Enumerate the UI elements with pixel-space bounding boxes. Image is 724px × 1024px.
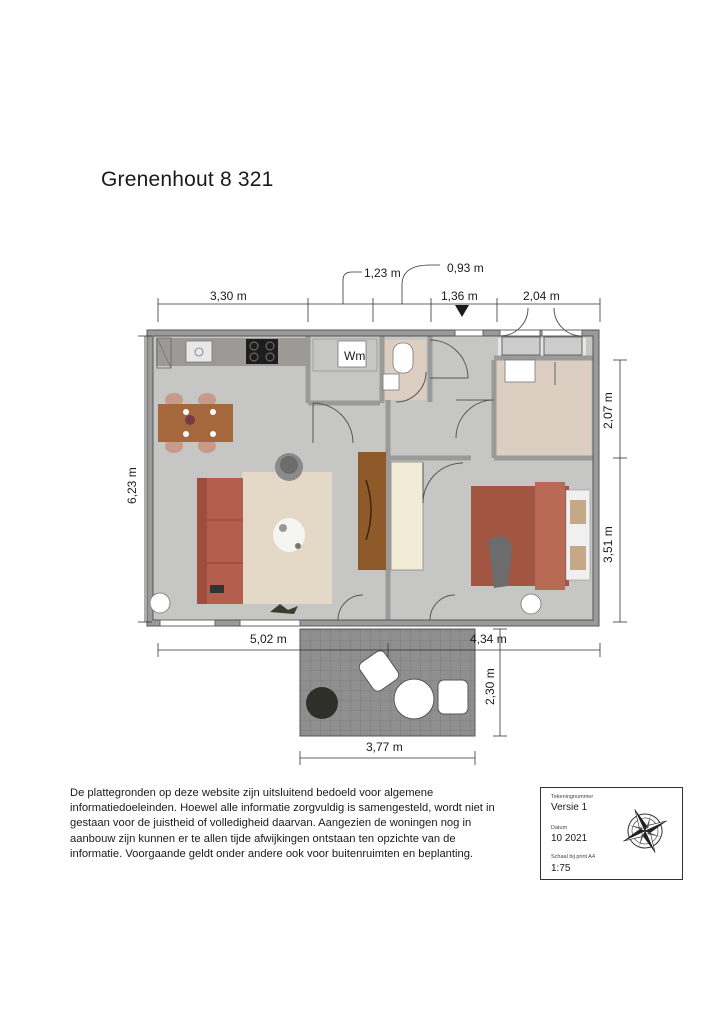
tv-unit (358, 452, 386, 570)
dim-bottom-right: 4,34 m (470, 632, 507, 646)
date-value: 10 2021 (551, 833, 588, 844)
dim-top-right: 2,04 m (523, 289, 560, 303)
washbasin-icon (383, 374, 399, 390)
cooktop-icon (246, 339, 278, 364)
dim-top-callout-1: 1,23 m (364, 266, 401, 280)
dim-bottom-left: 5,02 m (250, 632, 287, 646)
dim-left-height: 6,23 m (125, 467, 139, 504)
toilet-icon (393, 343, 413, 373)
kitchen-counter (156, 338, 308, 366)
dim-top-left: 3,30 m (210, 289, 247, 303)
bedside-lamp-icon (521, 594, 541, 614)
dim-balcony-depth: 2,30 m (483, 668, 497, 705)
entrance-marker-icon (455, 305, 469, 317)
balcony (300, 629, 475, 736)
balcony-table-icon (394, 679, 434, 719)
dim-balcony-width: 3,77 m (366, 740, 403, 754)
bath-sink-icon (505, 360, 535, 382)
lamp-icon (150, 593, 170, 613)
scale-label: Schaal bij print A4 (551, 854, 596, 860)
dim-right-lower: 3,51 m (601, 526, 615, 563)
title-block (540, 787, 683, 880)
dim-right-upper: 2,07 m (601, 392, 615, 429)
sink-icon (186, 341, 212, 362)
compass-rose-icon (619, 804, 671, 858)
wardrobe (391, 462, 423, 570)
page-title: Grenenhout 8 321 (101, 168, 274, 191)
balcony-chair-icon (438, 680, 468, 714)
balcony-plant-icon (306, 687, 338, 719)
date-label: Datum (551, 825, 568, 831)
dim-top-middle: 1,36 m (441, 289, 478, 303)
dim-top-callout-2: 0,93 m (447, 261, 484, 275)
disclaimer-text: De plattegronden op deze website zijn uitsluitend bedoeld voor algemene informatiedoeleinden. Hoewel alle informatie zorgvuldig is samengesteld, wordt niet in gestaan voor de juistheid of volledigheid daarvan. Aangezien de woningen nog in aanbouw zijn kunnen er te allen tijde afwijkingen ontstaan ten opzichte van de informatie. Voorgaande geldt onder andere ook voor buitenruimten en beplanting. (70, 787, 495, 860)
version-value: Versie 1 (551, 802, 588, 813)
wm-label: Wm (344, 349, 366, 363)
drawing-number-label: Tekeningnummer (551, 794, 594, 800)
scale-value: 1:75 (551, 863, 571, 874)
